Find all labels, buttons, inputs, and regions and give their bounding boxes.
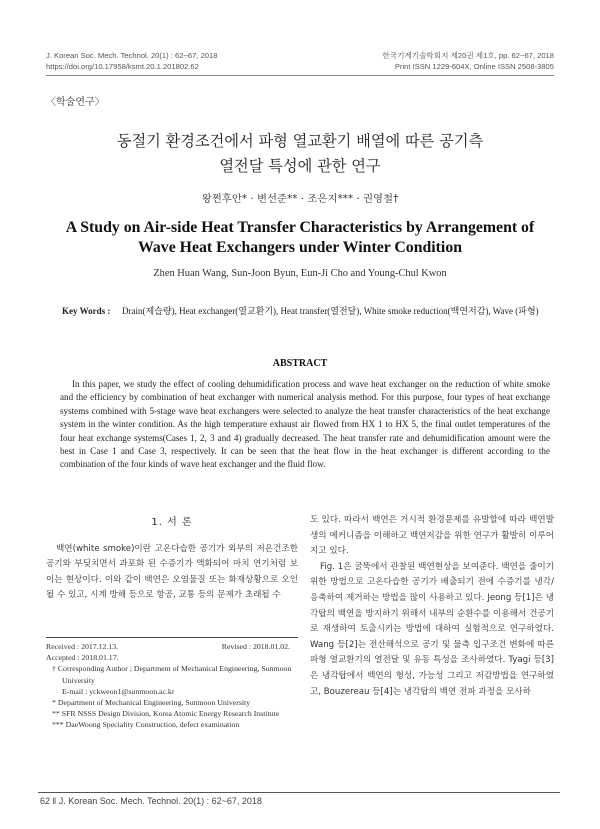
manuscript-dates [46, 641, 298, 652]
abstract-body: In this paper, we study the effect of cooling dehumidification process and wave heat exchanger on the reduction of white smoke and the efficiency by combination of heat exchanger with numerical analysis method. For this purpose, four types of heat exchange systems combined with 5-stage wave heat exchangers were selected to analyze the heat transfer characteristics of the heat exchange system in the winter condition. As the high temperature exhaust air flowed from HX 1 to HX 5, the final outlet temperatures of the four heat exchange systems(Cases 1, 2, 3 and 4) gradually decreased. The heat transfer rate and dehumidification amount were the best in Case 1 and Case 3, respectively. It can be seen that the heat flow in the heat exchanger is different according to the combination of the four kinds of wave heat exchanger and the fluid flow. [60, 379, 550, 470]
issn-info: Print ISSN 1229-604X, Online ISSN 2508-3805 [394, 62, 554, 71]
revised-date: Revised : 2018.01.02. [221, 642, 290, 651]
affiliation-note-2: ** SFR NSSS Design Division, Korea Atomic Energy Research Institute [52, 709, 280, 719]
journal-header-left [46, 50, 217, 72]
korean-title [46, 129, 554, 179]
header-divider [46, 75, 554, 76]
keywords [62, 305, 554, 318]
footnotes [46, 641, 298, 731]
intro-paragraph-2: Fig. 1은 굴뚝에서 관찰된 백연현상을 보여준다. 백연을 줄이기 위한 방법으로 고온다습한 공기가 배출되기 전에 수증기를 냉각/응축하여 제거하는 방법을 많이 사용하고 있다. Jeong 등[1]은 냉각탑의 백연을 방지하기 위해서 내부의 순환수를 이용해서 건공기로 재생하여 토출시키는 방법에 대하여 실험적으로 연구하였다. Wang 등[2]는 전산해석으로 공기 및 물측 입구조건 변화에 따른 파형 열교환기의 열전달 및 유동 특성을 조사하였다. Tyagi 등[3]은 냉각탑에서 백연의 형성, 가능성 그리고 저감방법을 연구하였고, Bouzereau 등[4]는 냉각탑의 백연 전파 과정을 모사하 [310, 561, 554, 697]
korean-title-line-1: 동절기 환경조건에서 파형 열교환기 배열에 따른 공기측 [116, 132, 484, 150]
doi-link[interactable]: https://doi.org/10.17958/ksmt.20.1.201802.62 [46, 62, 199, 71]
affiliation-note-3: *** DaeWoong Speciality Construction, defect examination [52, 720, 240, 730]
right-column [310, 513, 554, 700]
left-column [46, 513, 298, 604]
journal-header-right [382, 50, 554, 72]
received-date: Received : 2017.12.13. [46, 642, 119, 651]
footer-divider [38, 792, 560, 793]
intro-paragraph-1: 백연(white smoke)이란 고온다습한 공기가 외부의 저온건조한 공기와 부딪치면서 과포화 된 수증기가 액화되어 마치 연기처럼 보이는 현상이다. 이와 같이 백연은 오염물질 또는 화재상황으로 오인될 수 있고, 시계 방해 등으로 항공, 교통 등의 문제가 초래될 수 [46, 543, 298, 601]
journal-citation: J. Korean Soc. Mech. Technol. 20(1) : 62~67, 2018 [46, 51, 218, 60]
korean-authors: 왕쩐후안* · 변선준** · 조은지*** · 권영철† [201, 193, 399, 205]
english-title-line-1: A Study on Air-side Heat Transfer Characteristics by Arrangement of [65, 219, 535, 236]
affiliation-note-1: * Department of Mechanical Engineering, Sunmoon University [52, 698, 251, 708]
corresponding-author-note: † Corresponding Author ; Department of Mechanical Engineering, Sunmoon University [52, 664, 292, 685]
article-category: 〈학술연구〉 [46, 97, 105, 108]
footnote-divider [46, 637, 298, 638]
intro-paragraph-continued: 도 있다. 따라서 백연은 거시적 환경문제를 유발할에 따라 백연발생의 메커니즘을 이해하고 백연저감을 위한 연구가 활발히 이루어지고 있다. [310, 515, 554, 557]
accepted-date: Accepted : 2018.01.17. [46, 653, 119, 663]
english-title-line-2: Wave Heat Exchangers under Winter Condition [137, 239, 462, 256]
journal-citation-korean: 한국기계기술학회지 제20권 제1호, pp. 62~67, 2018 [382, 51, 554, 60]
korean-title-line-2: 열전달 특성에 관한 연구 [219, 157, 381, 175]
english-title [40, 218, 560, 258]
keywords-label: Key Words : [62, 306, 111, 316]
keywords-text: Drain(제습량), Heat exchanger(열교환기), Heat transfer(열전달), White smoke reduction(백연저감), Wave (파형) [122, 306, 539, 316]
english-authors: Zhen Huan Wang, Sun-Joon Byun, Eun-Ji Cho and Young-Chul Kwon [153, 268, 447, 279]
corresponding-email[interactable]: E-mail : yckweon1@sunmoon.ac.kr [62, 686, 175, 696]
page-footer: 62 ‖ J. Korean Soc. Mech. Technol. 20(1) : 62~67, 2018 [40, 796, 262, 806]
abstract-heading: ABSTRACT [272, 358, 328, 369]
section-heading-introduction: 1. 서 론 [151, 517, 193, 528]
